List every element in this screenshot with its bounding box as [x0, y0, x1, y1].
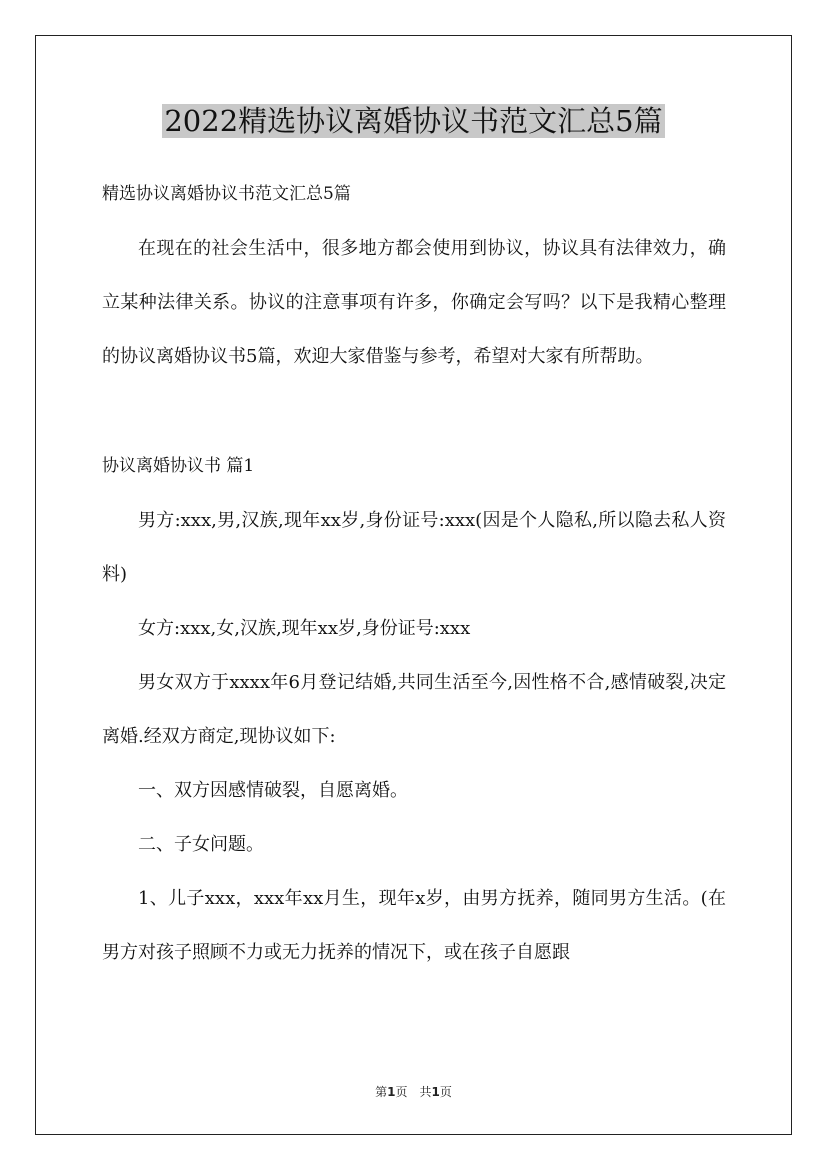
page-footer — [0, 1083, 827, 1100]
document-subtitle: 精选协议离婚协议书范文汇总5篇 — [102, 184, 351, 204]
paragraph-child-custody: 1、儿子xxx，xxx年xx月生，现年x岁，由男方抚养，随同男方生活。(在男方对孩子照顾不力或无力抚养的情况下，或在孩子自愿跟 — [102, 888, 726, 963]
intro-paragraph: 在现在的社会生活中，很多地方都会使用到协议，协议具有法律效力，确立某种法律关系。协议的注意事项有许多，你确定会写吗？以下是我精心整理的协议离婚协议书5篇，欢迎大家借鉴与参考，希望对大家有所帮助。 — [102, 238, 726, 367]
paragraph-clause-1: 一、双方因感情破裂，自愿离婚。 — [138, 780, 408, 801]
document-title-text: 2022精选协议离婚协议书范文汇总5篇 — [164, 104, 663, 138]
document-title — [0, 98, 827, 144]
section-heading: 协议离婚协议书 篇1 — [102, 456, 255, 476]
footer-page-mid: 页 共 — [395, 1085, 432, 1099]
paragraph-marriage-info: 男女双方于xxxx年6月登记结婚,共同生活至今,因性格不合,感情破裂,决定离婚.经双方商定,现协议如下: — [102, 672, 726, 747]
footer-total-pages: 1 — [431, 1085, 440, 1099]
footer-page-suffix: 页 — [439, 1085, 452, 1099]
spacer — [102, 210, 726, 222]
footer-page-prefix: 第 — [375, 1085, 388, 1099]
footer-page-number: 1 — [387, 1085, 396, 1099]
paragraph-female-party: 女方:xxx,女,汉族,现年xx岁,身份证号:xxx — [138, 618, 471, 639]
spacer — [102, 384, 726, 450]
paragraph-clause-2: 二、子女问题。 — [138, 834, 264, 855]
spacer — [102, 482, 726, 494]
paragraph-male-party: 男方:xxx,男,汉族,现年xx岁,身份证号:xxx(因是个人隐私,所以隐去私人资料) — [102, 510, 726, 585]
document-body — [102, 178, 726, 980]
